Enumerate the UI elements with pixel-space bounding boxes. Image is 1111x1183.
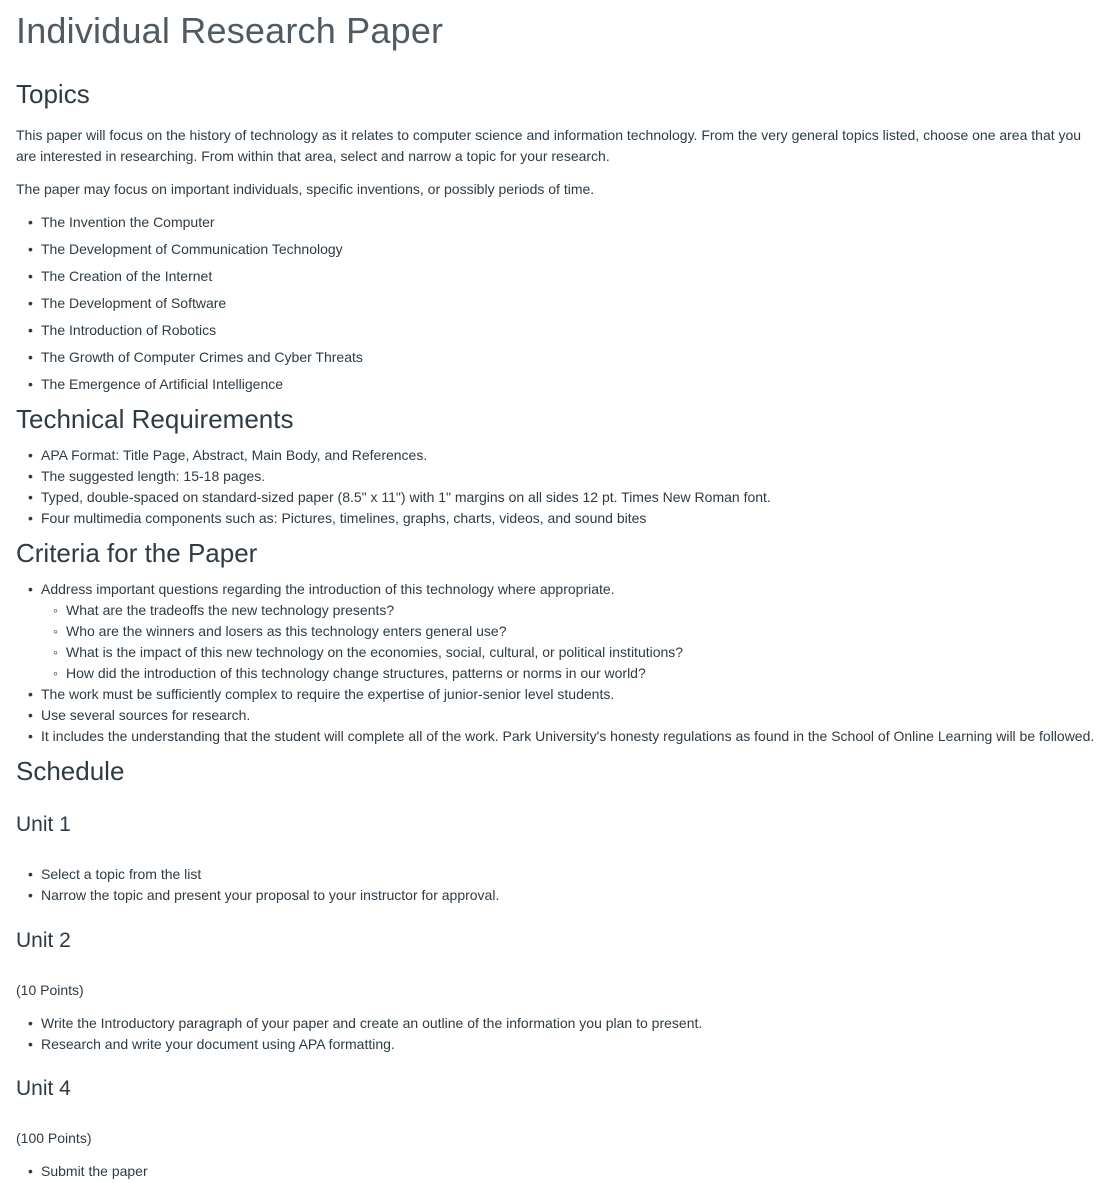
unit4-points: (100 Points) bbox=[16, 1130, 92, 1146]
unit4-list bbox=[16, 1161, 1095, 1182]
list-item: • The Growth of Computer Crimes and Cyber Threats bbox=[41, 347, 1095, 368]
topics-heading: Topics bbox=[16, 79, 90, 109]
page-title: Individual Research Paper bbox=[16, 10, 444, 51]
list-item: • The Development of Communication Technology bbox=[41, 239, 1095, 260]
criteria-sublist bbox=[41, 600, 1095, 684]
list-item: • Research and write your document using APA formatting. bbox=[41, 1034, 1095, 1055]
unit1-heading: Unit 1 bbox=[16, 813, 71, 836]
unit1-list bbox=[16, 864, 1095, 906]
unit2-list bbox=[16, 1013, 1095, 1055]
list-item: • The Development of Software bbox=[41, 293, 1095, 314]
topics-focus-paragraph: The paper may focus on important individuals, specific inventions, or possibly periods of time. bbox=[16, 181, 595, 197]
sub-list-item: ◦ What is the impact of this new technology on the economies, social, cultural, or political institutions? bbox=[66, 642, 1095, 663]
list-item: • The Creation of the Internet bbox=[41, 266, 1095, 287]
technical-requirements-heading: Technical Requirements bbox=[16, 404, 294, 434]
sub-list-item: ◦ What are the tradeoffs the new technology presents? bbox=[66, 600, 1095, 621]
topics-intro-paragraph: This paper will focus on the history of technology as it relates to computer science and information technology. From the very general topics listed, choose one area that you are interested in researching. From within that area, select and narrow a topic for your research. bbox=[16, 127, 1082, 164]
list-item: • Typed, double-spaced on standard-sized paper (8.5" x 11") with 1" margins on all sides 12 pt. Times New Roman font. bbox=[41, 487, 1095, 508]
list-item: • The suggested length: 15-18 pages. bbox=[41, 466, 1095, 487]
list-item: • Narrow the topic and present your proposal to your instructor for approval. bbox=[41, 885, 1095, 906]
list-item: • APA Format: Title Page, Abstract, Main Body, and References. bbox=[41, 445, 1095, 466]
unit2-heading: Unit 2 bbox=[16, 929, 71, 952]
list-item: • Write the Introductory paragraph of your paper and create an outline of the information you plan to present. bbox=[41, 1013, 1095, 1034]
list-item bbox=[41, 579, 1095, 684]
list-item: • Use several sources for research. bbox=[41, 705, 1095, 726]
list-item: • It includes the understanding that the student will complete all of the work. Park University's honesty regulations as found in the School of Online Learning will be followed. bbox=[41, 726, 1095, 747]
sub-list-item: ◦ How did the introduction of this technology change structures, patterns or norms in our world? bbox=[66, 663, 1095, 684]
list-item: • Four multimedia components such as: Pictures, timelines, graphs, charts, videos, and sound bites bbox=[41, 508, 1095, 529]
unit2-points: (10 Points) bbox=[16, 982, 84, 998]
sub-list-item: ◦ Who are the winners and losers as this technology enters general use? bbox=[66, 621, 1095, 642]
unit4-heading: Unit 4 bbox=[16, 1077, 71, 1100]
schedule-heading: Schedule bbox=[16, 756, 125, 786]
list-item: • Submit the paper bbox=[41, 1161, 1095, 1182]
criteria-item-text: Address important questions regarding the introduction of this technology where appropriate. bbox=[41, 581, 615, 597]
technical-requirements-list bbox=[16, 445, 1095, 529]
criteria-list bbox=[16, 579, 1095, 747]
list-item: • The Emergence of Artificial Intelligence bbox=[41, 374, 1095, 395]
list-item: • Select a topic from the list bbox=[41, 864, 1095, 885]
list-item: • The work must be sufficiently complex to require the expertise of junior-senior level students. bbox=[41, 684, 1095, 705]
list-item: • The Introduction of Robotics bbox=[41, 320, 1095, 341]
topics-list bbox=[16, 212, 1095, 401]
criteria-heading: Criteria for the Paper bbox=[16, 538, 258, 568]
list-item: • The Invention the Computer bbox=[41, 212, 1095, 233]
